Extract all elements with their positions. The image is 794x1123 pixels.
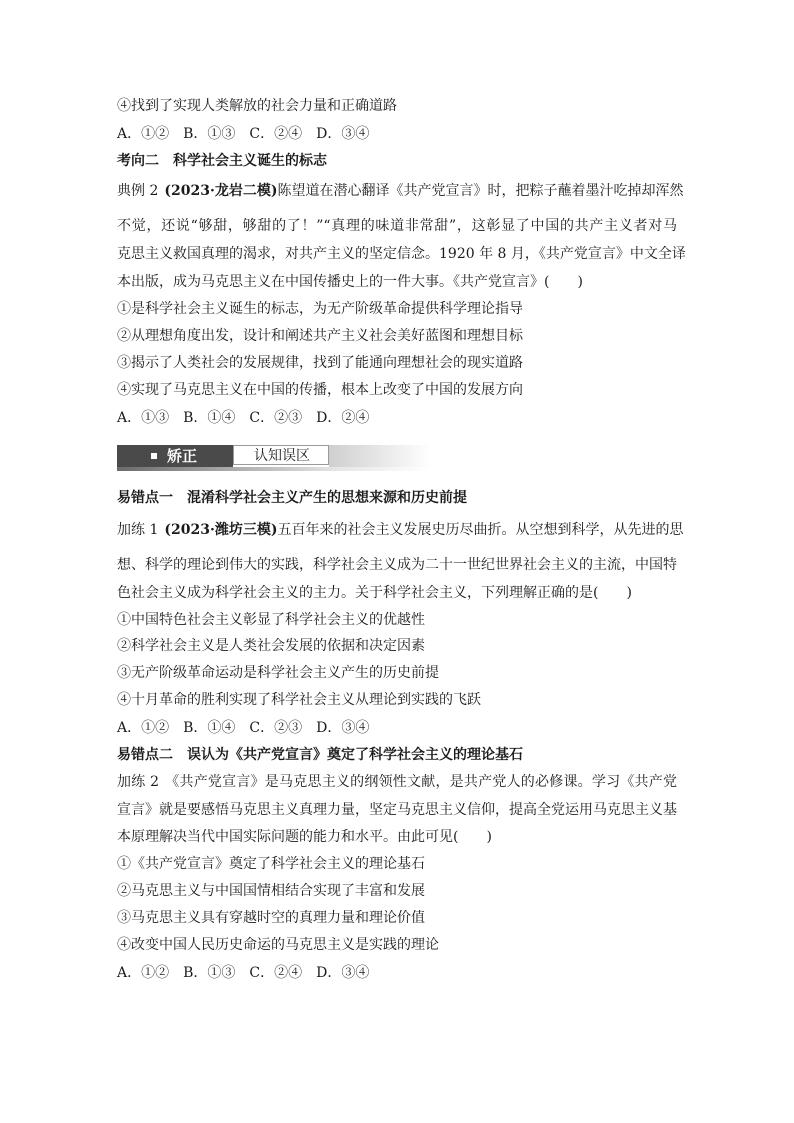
question-stem-line: 不觉，还说“够甜，够甜的了！”“真理的味道非常甜”，这彰显了中国的共产主义者对马 (117, 218, 677, 234)
banner-underline (117, 467, 431, 471)
option-a: A．①③ (117, 410, 170, 426)
statement-item: ②科学社会主义是人类社会发展的依据和决定因素 (117, 638, 425, 654)
option-c: C．②③ (249, 720, 303, 736)
statement-item: ④改变中国人民历史命运的马克思主义是实践的理论 (117, 937, 439, 953)
option-d: D．③④ (316, 126, 370, 142)
question-stem-line (117, 181, 684, 201)
banner-light-label: 认知误区 (233, 445, 329, 465)
statement-item: ②从理想角度出发，设计和阐述共产主义社会美好蓝图和理想目标 (117, 328, 523, 344)
question-label: 加练 2 (117, 774, 160, 790)
statement-item: ①《共产党宣言》奠定了科学社会主义的理论基石 (117, 856, 425, 872)
statement-item: ①是科学社会主义诞生的标志，为无产阶级革命提供科学理论指导 (117, 301, 523, 317)
question-source: (2023·龙岩二模) (164, 183, 278, 199)
question-text: 《共产党宣言》是马克思主义的纲领性文献，是共产党人的必修课。学习《共产党 (165, 774, 678, 790)
statement-item: ③马克思主义具有穿越时空的真理力量和理论价值 (117, 910, 425, 926)
statement-item: ④实现了马克思主义在中国的传播，根本上改变了中国的发展方向 (117, 382, 523, 398)
question-source: (2023·潍坊三模) (164, 522, 278, 538)
answer-options (117, 408, 383, 428)
answer-options (117, 124, 383, 144)
statement-item: ②马克思主义与中国国情相结合实现了丰富和发展 (117, 883, 425, 899)
option-b: B．①④ (183, 720, 236, 736)
question-label: 典例 2 (117, 183, 159, 199)
question-stem-line: 宣言》就是要感悟马克思主义真理力量，坚定马克思主义信仰，提高全党运用马克思主义基 (117, 802, 677, 818)
option-b: B．①③ (183, 126, 236, 142)
question-stem-line: 本出版，成为马克思主义在中国传播史上的一件大事。《共产党宣言》( ) (117, 274, 583, 290)
option-b: B．①③ (183, 965, 236, 981)
option-b: B．①④ (183, 410, 236, 426)
error-point-heading: 易错点一 混淆科学社会主义产生的思想来源和历史前提 (117, 490, 467, 506)
question-text: 五百年来的社会主义发展史历尽曲折。从空想到科学，从先进的思 (277, 522, 684, 538)
option-d: D．③④ (316, 720, 370, 736)
question-stem-line: 色社会主义成为科学社会主义的主力。关于科学社会主义，下列理解正确的是( ) (117, 585, 632, 601)
section-heading: 考向二 科学社会主义诞生的标志 (117, 153, 327, 169)
statement-item: ③揭示了人类社会的发展规律，找到了能通向理想社会的现实道路 (117, 355, 523, 371)
answer-options (117, 963, 383, 983)
statement-item: ③无产阶级革命运动是科学社会主义产生的历史前提 (117, 665, 439, 681)
section-banner (117, 445, 431, 471)
question-stem-line (117, 772, 677, 792)
option-item-4: ④找到了实现人类解放的社会力量和正确道路 (117, 98, 397, 114)
option-d: D．③④ (316, 965, 370, 981)
question-stem-line (117, 520, 684, 540)
statement-item: ①中国特色社会主义彰显了科学社会主义的优越性 (117, 612, 425, 628)
error-point-heading: 易错点二 误认为《共产党宣言》奠定了科学社会主义的理论基石 (117, 747, 523, 763)
question-text: 陈望道在潜心翻译《共产党宣言》时，把粽子蘸着墨汁吃掉却浑然 (277, 183, 684, 199)
question-label: 加练 1 (117, 522, 159, 538)
statement-item: ④十月革命的胜利实现了科学社会主义从理论到实践的飞跃 (117, 692, 481, 708)
option-a: A．①② (117, 965, 170, 981)
option-a: A．①② (117, 720, 170, 736)
question-stem-line: 本原理解决当代中国实际问题的能力和水平。由此可见( ) (117, 829, 492, 845)
option-c: C．②③ (249, 410, 303, 426)
option-a: A．①② (117, 126, 170, 142)
banner-dark-label: 矫正 (117, 445, 233, 467)
option-d: D．②④ (316, 410, 370, 426)
square-bullet-icon (151, 453, 157, 459)
question-stem-line: 想、科学的理论到伟大的实践，科学社会主义成为二十一世纪世界社会主义的主流，中国特 (117, 557, 677, 573)
option-c: C．②④ (249, 126, 303, 142)
answer-options (117, 718, 383, 738)
option-c: C．②④ (249, 965, 303, 981)
question-stem-line: 克思主义救国真理的渴求，对共产主义的坚定信念。1920 年 8 月，《共产党宣言》中文全译 (117, 246, 686, 262)
